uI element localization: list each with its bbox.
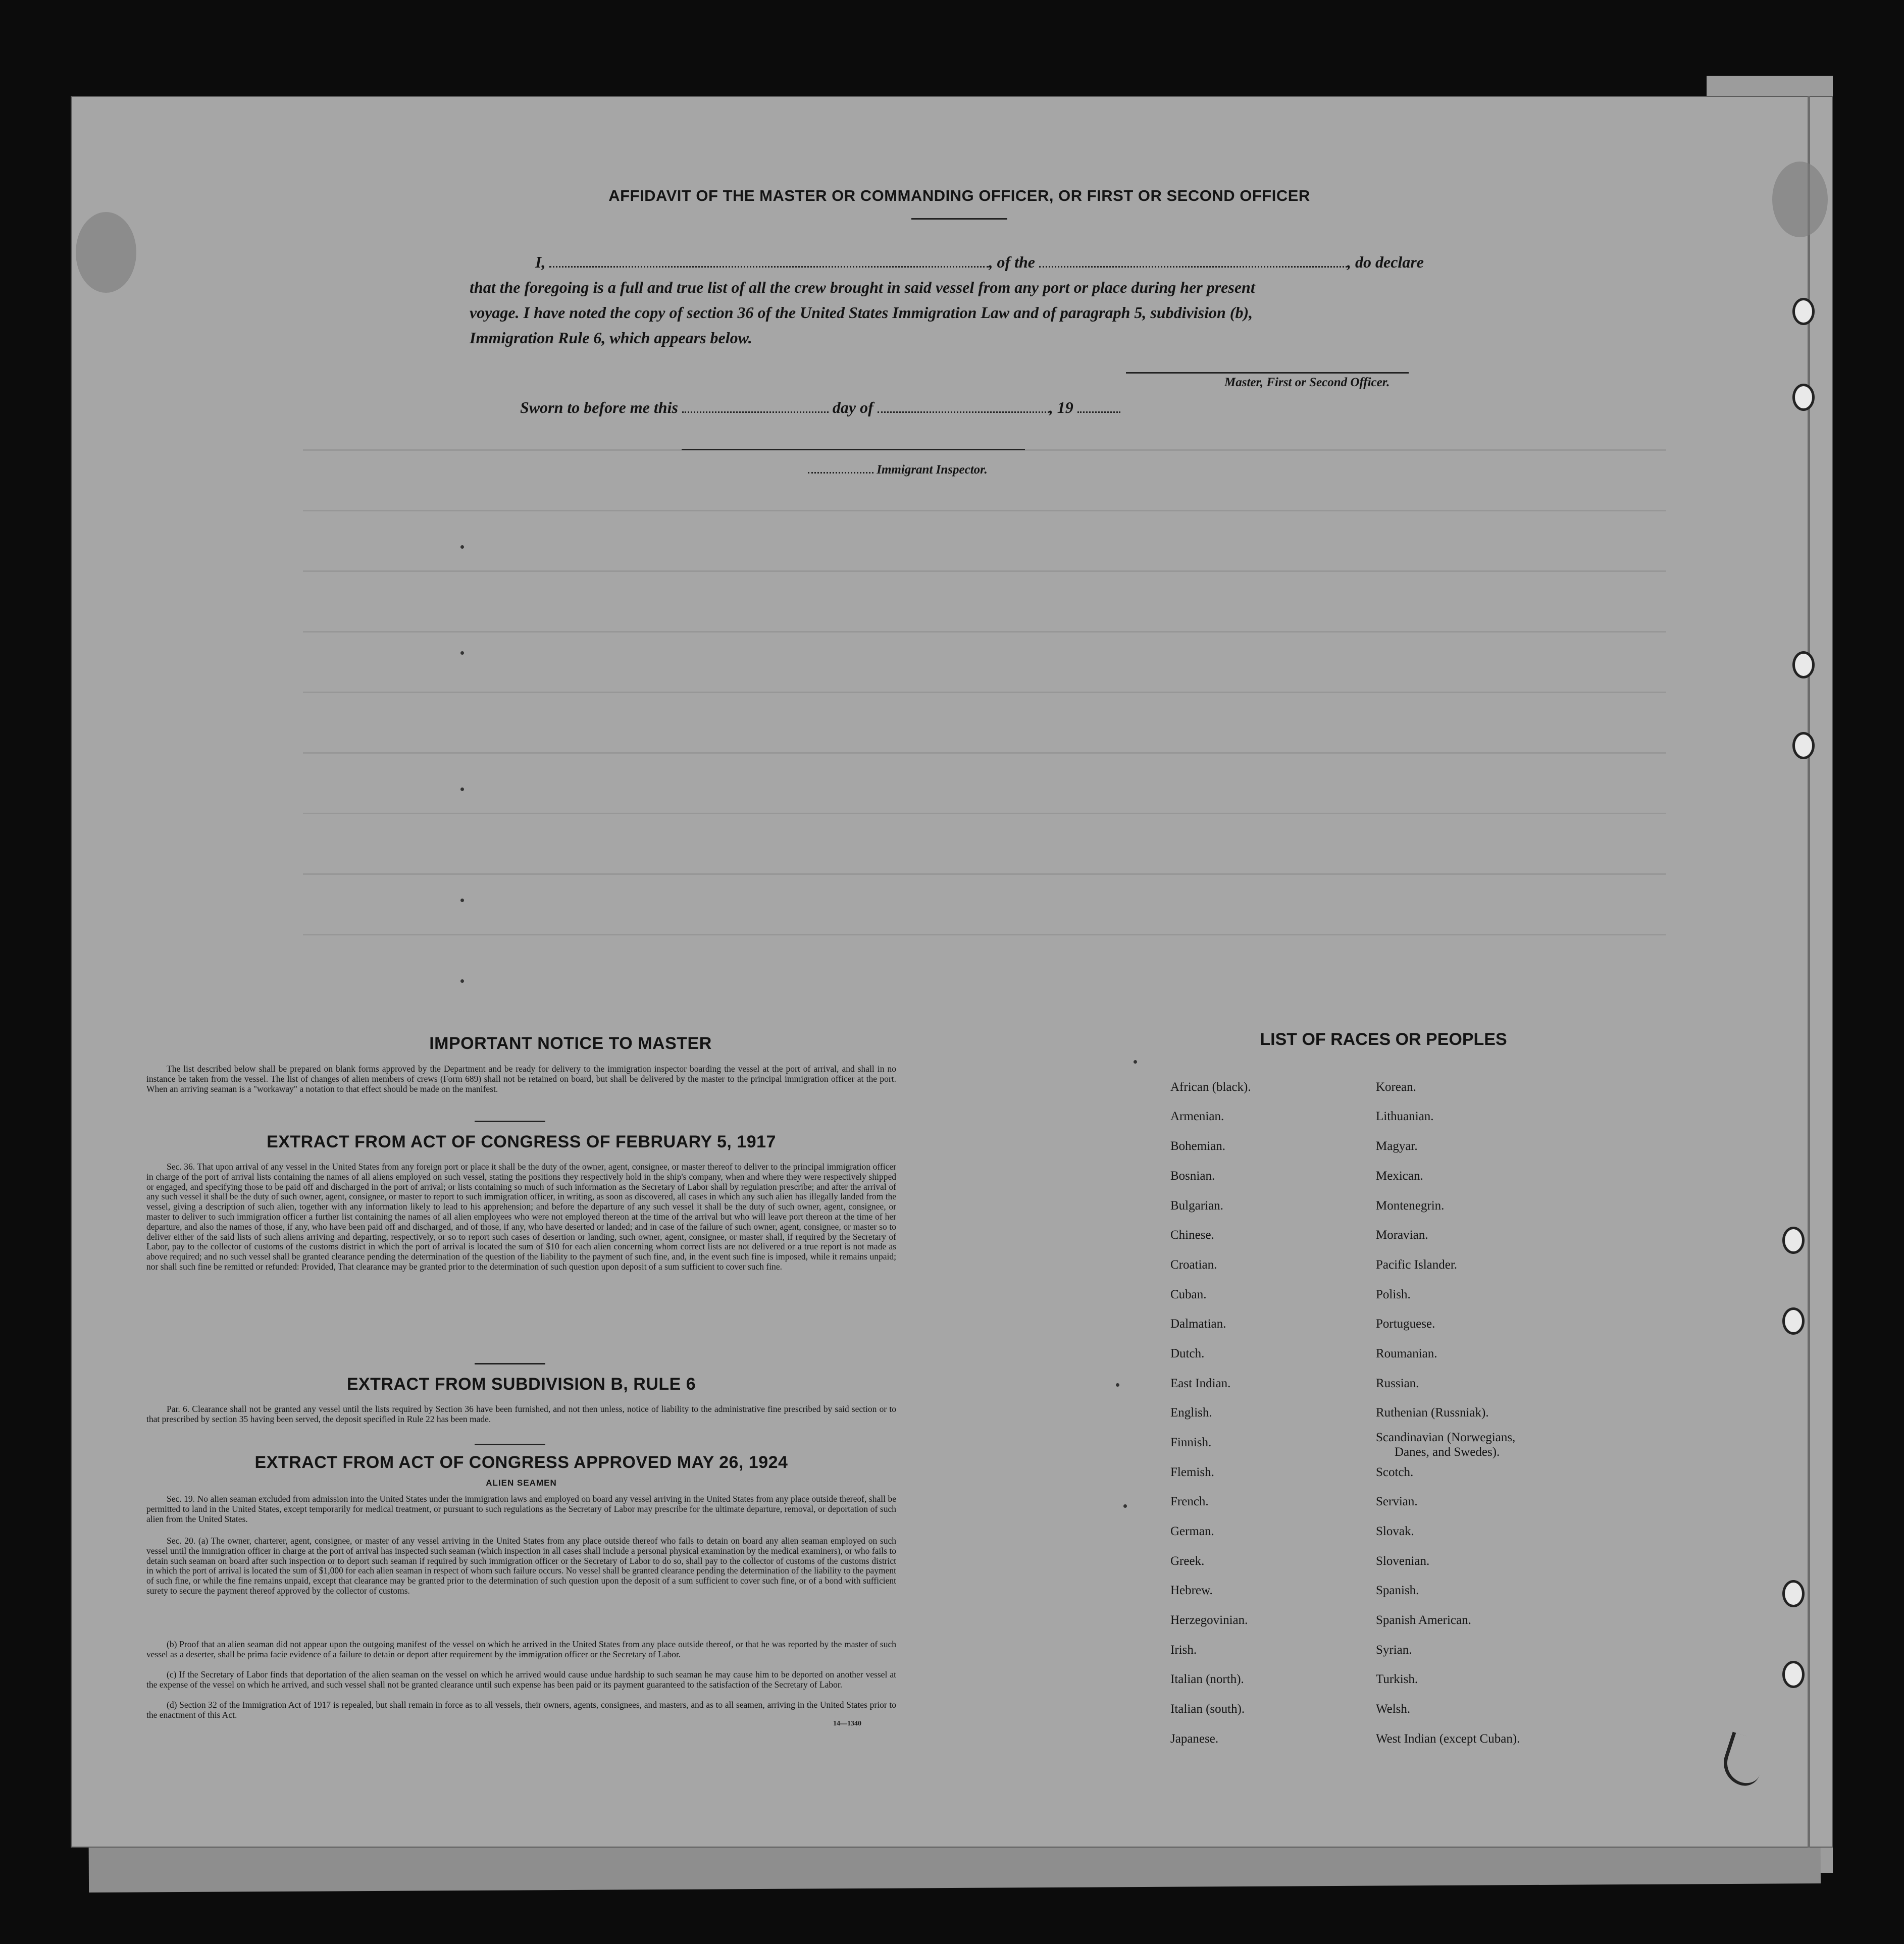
vessel-blank[interactable] — [1039, 256, 1347, 268]
extract-1917-text: Sec. 36. That upon arrival of any vessel in the United States from any foreign port or place it shall be the duty of the owner, agent, consignee, or master thereof to deliver to the principal immigration officer in charge of the port of arrival lists containing the names of all aliens employed on such vessel, stating the positions they respectively hold in the ship's company, when and where they were respectively shipped or engaged, and specifying those to be paid off and discharged in the port of arrival; or lists containing so much of such information as the Secretary of Labor shall by regulation prescribe; and after the arrival of any such vessel it shall be the duty of such owner, agent, consignee, or master to report to such immigration officer, in writing, as soon as discovered, all cases in which any such alien has illegally landed from the vessel, giving a description of such alien, together with any information likely to lead to his apprehension; and before the departure of any such vessel it shall be the duty of such owner, agent, consignee, or master to deliver to such immigration officer a further list containing the names of all alien employees who were not employed thereon at the time of the arrival but who will leave port thereon at the time of her departure, and also the names of those, if any, who have been paid off and discharged, and of those, if any, who have deserted or landed; and in case of the failure of such owner, agent, consignee, or master so to deliver either of the said lists of such aliens arriving and departing, respectively, or so to report such cases of desertion or landing, such owner, agent, consignee, or master shall, if required by the Secretary of Labor, pay to the collector of customs of the customs district in which the port of arrival is located the sum of $10 for each alien concerning whom correct lists are not delivered or a true report is not made as above required; and no such vessel shall be granted clearance pending the determination of the question of the liability to the payment of such fine, and, in the event such fine is imposed, while it remains unpaid; nor shall such fine be remitted or refunded: Provided, That clearance may be granted prior to the determination of such question upon deposit of a sum sufficient to cover such fine. — [146, 1162, 896, 1272]
race-item: Slovenian. — [1376, 1554, 1430, 1568]
show-through-row — [303, 752, 1666, 754]
sec-20a-text: Sec. 20. (a) The owner, charterer, agent, consignee, or master of any vessel arriving in the United States from any place outside thereof who fails to detain on board any alien seaman employed on such vessel until the immigration officer in charge at the port of arrival has inspected such seaman (which inspection in all cases shall include a personal physical examination by the medical examiners), or who fails to detain such seaman on board after such inspection or to deport such seaman if required by such immigration officer or the Secretary of Labor to do so, shall pay to the collector of customs of the customs district in which the port of arrival is located the sum of $1,000 for each alien seaman in respect of whom such failure occurs. No vessel shall be granted clearance pending the determination of the liability to the payment of such fine, or while the fine remains unpaid, except that clearance may be granted prior to the determination of such question upon the deposit of a sum sufficient to cover such fine, or of a bond with sufficient surety to secure the payment thereof approved by the collector of customs. — [146, 1536, 896, 1596]
races-title: LIST OF RACES OR PEOPLES — [1260, 1030, 1507, 1049]
show-through-row — [303, 934, 1666, 935]
race-item: Bohemian. — [1170, 1139, 1226, 1153]
sec-19-text: Sec. 19. No alien seaman excluded from admission into the United States under the immigration laws and employed on board any vessel arriving in the United States from any place outside thereof, shall be permitted to land in the United States, except temporarily for medical treatment, or pursuant to such regulations as the Secretary of Labor may prescribe for the ultimate departure, removal, or deportation of such alien from the United States. — [146, 1494, 896, 1524]
show-through-row — [303, 692, 1666, 693]
punch-hole — [1782, 1661, 1805, 1688]
race-item: Moravian. — [1376, 1228, 1428, 1242]
race-item: Ruthenian (Russniak). — [1376, 1406, 1489, 1420]
race-item: Spanish. — [1376, 1584, 1419, 1597]
race-item: Spanish American. — [1376, 1613, 1471, 1627]
show-through-row — [303, 873, 1666, 875]
race-item: Bulgarian. — [1170, 1199, 1223, 1213]
form-number: 14—1340 — [833, 1720, 861, 1727]
race-item: Turkish. — [1376, 1672, 1418, 1686]
race-item: Herzegovinian. — [1170, 1613, 1248, 1627]
sheet-fold-line — [1808, 96, 1810, 1848]
race-item: Croatian. — [1170, 1258, 1217, 1272]
show-through-row — [303, 631, 1666, 633]
day-blank[interactable] — [682, 401, 829, 413]
margin-dot — [460, 979, 464, 983]
race-item: Korean. — [1376, 1080, 1416, 1094]
master-signature-line[interactable] — [1126, 372, 1409, 374]
inspector-signature-line[interactable] — [682, 449, 1025, 450]
race-item: Slovak. — [1376, 1525, 1414, 1538]
punch-hole — [1792, 651, 1815, 678]
punch-hole — [1792, 298, 1815, 325]
show-through-stamp — [76, 212, 136, 293]
margin-dot — [1123, 1504, 1127, 1508]
show-through-row — [303, 813, 1666, 814]
race-item: Scandinavian (Norwegians, — [1376, 1431, 1516, 1444]
title-rule — [911, 218, 1007, 220]
extract-rule6-text: Par. 6. Clearance shall not be granted any vessel until the lists required by Section 36 have been furnished, and not then unless, notice of liability to the administrative fine prescribed by said section or to that prescribed by section 35 having been served, the deposit specified in Rule 22 has been made. — [146, 1404, 896, 1424]
race-item: Roumanian. — [1376, 1347, 1437, 1360]
race-item: Mexican. — [1376, 1169, 1423, 1183]
punch-hole — [1782, 1307, 1805, 1335]
race-item: Italian (south). — [1170, 1702, 1245, 1716]
notice-title: IMPORTANT NOTICE TO MASTER — [429, 1034, 712, 1053]
race-item: Pacific Islander. — [1376, 1258, 1458, 1272]
race-item: Dalmatian. — [1170, 1317, 1226, 1331]
race-item: Lithuanian. — [1376, 1110, 1434, 1123]
inspector-caption-block: Immigrant Inspector. — [808, 463, 988, 477]
race-item: Chinese. — [1170, 1228, 1214, 1242]
race-item: East Indian. — [1170, 1377, 1231, 1390]
race-item: Polish. — [1376, 1288, 1411, 1301]
margin-dot — [460, 899, 464, 902]
affidavit-line-2: that the foregoing is a full and true list of all the crew brought in said vessel from any port or place during her present — [470, 278, 1255, 296]
alien-seamen-subtitle: ALIEN SEAMEN — [486, 1478, 557, 1488]
section-rule — [475, 1121, 545, 1122]
race-item: Servian. — [1376, 1495, 1418, 1508]
race-item: German. — [1170, 1525, 1214, 1538]
race-item: Japanese. — [1170, 1732, 1219, 1746]
race-item: Armenian. — [1170, 1110, 1224, 1123]
race-item: West Indian (except Cuban). — [1376, 1732, 1520, 1746]
punch-hole — [1782, 1227, 1805, 1254]
margin-dot — [460, 545, 464, 549]
race-item: Scotch. — [1376, 1465, 1414, 1479]
master-caption: Master, First or Second Officer. — [1224, 376, 1390, 389]
show-through-stamp — [1772, 162, 1828, 237]
race-item: Dutch. — [1170, 1347, 1205, 1360]
sec-20b-text: (b) Proof that an alien seaman did not appear upon the outgoing manifest of the vessel on which he arrived in the United States from any place outside thereof, or that he was reported by the master of such vessel as a deserter, shall be prima facie evidence of a failure to detain or deport after requirement by the immigration officer or the Secretary of Labor. — [146, 1639, 896, 1659]
affidavit-title: AFFIDAVIT OF THE MASTER OR COMMANDING OFFICER, OR FIRST OR SECOND OFFICER — [608, 187, 1310, 204]
race-item: Cuban. — [1170, 1288, 1207, 1301]
punch-hole — [1782, 1580, 1805, 1607]
extract-1917-title: EXTRACT FROM ACT OF CONGRESS OF FEBRUARY 5, 1917 — [267, 1132, 776, 1151]
race-item: French. — [1170, 1495, 1209, 1508]
notice-text: The list described below shall be prepared on blank forms approved by the Department and be ready for delivery to the immigration inspector boarding the vessel at the port of arrival, and shall in no instance be taken from the vessel. The list of changes of alien members of crews (Form 689) shall not be retained on board, but shall be delivered by the master to the principal immigration officer at the port. When an arriving seaman is a "workaway" a notation to that effect should be made on the manifest. — [146, 1064, 896, 1094]
race-item: Bosnian. — [1170, 1169, 1215, 1183]
race-item: Russian. — [1376, 1377, 1419, 1390]
name-blank[interactable] — [549, 256, 989, 268]
month-blank[interactable] — [878, 401, 1049, 413]
race-item: Portuguese. — [1376, 1317, 1435, 1331]
show-through-row — [303, 510, 1666, 511]
race-item: Italian (north). — [1170, 1672, 1244, 1686]
punch-hole — [1792, 384, 1815, 411]
race-item: Hebrew. — [1170, 1584, 1213, 1597]
margin-dot — [1134, 1060, 1137, 1064]
race-item: Irish. — [1170, 1643, 1197, 1657]
race-item: Welsh. — [1376, 1702, 1411, 1716]
affidavit-line-4: Immigration Rule 6, which appears below. — [470, 329, 752, 347]
race-item: Flemish. — [1170, 1465, 1214, 1479]
race-item: Finnish. — [1170, 1436, 1212, 1449]
race-item: Magyar. — [1376, 1139, 1418, 1153]
race-item: Montenegrin. — [1376, 1199, 1445, 1213]
show-through-row — [303, 570, 1666, 572]
year-blank[interactable] — [1077, 401, 1120, 413]
race-item: English. — [1170, 1406, 1212, 1420]
race-item: Greek. — [1170, 1554, 1205, 1568]
sworn-line: Sworn to before me this day of , 19 — [520, 395, 1176, 420]
section-rule — [475, 1444, 545, 1445]
race-item-continued: Danes, and Swedes). — [1395, 1445, 1500, 1459]
extract-rule6-title: EXTRACT FROM SUBDIVISION B, RULE 6 — [346, 1375, 696, 1394]
inspector-blank — [808, 465, 873, 474]
affidavit-line-3: voyage. I have noted the copy of section 36 of the United States Immigration Law and of paragraph 5, subdivision (b), — [470, 303, 1253, 322]
punch-hole — [1792, 732, 1815, 759]
sec-20c-text: (c) If the Secretary of Labor finds that deportation of the alien seaman on the vessel on which he arrived would cause undue hardship to such seaman he may cause him to be deported on another vessel at the expense of the vessel on which he arrived, and such vessel shall not be granted clearance until such expense has been paid or its payment guaranteed to the satisfaction of the Secretary of Labor. — [146, 1669, 896, 1690]
affidavit-line-1: I, , of the , do declare — [535, 253, 1424, 271]
race-item: Syrian. — [1376, 1643, 1412, 1657]
margin-dot — [1116, 1383, 1119, 1387]
section-rule — [475, 1363, 545, 1364]
margin-dot — [460, 787, 464, 791]
extract-1924-title: EXTRACT FROM ACT OF CONGRESS APPROVED MAY 26, 1924 — [254, 1453, 788, 1472]
sec-20d-text: (d) Section 32 of the Immigration Act of 1917 is repealed, but shall remain in force as to all vessels, their owners, agents, consignees, and masters, and as to all seamen, arriving in the United States prior to the enactment of this Act. — [146, 1700, 896, 1720]
race-item: African (black). — [1170, 1080, 1251, 1094]
margin-dot — [460, 651, 464, 655]
